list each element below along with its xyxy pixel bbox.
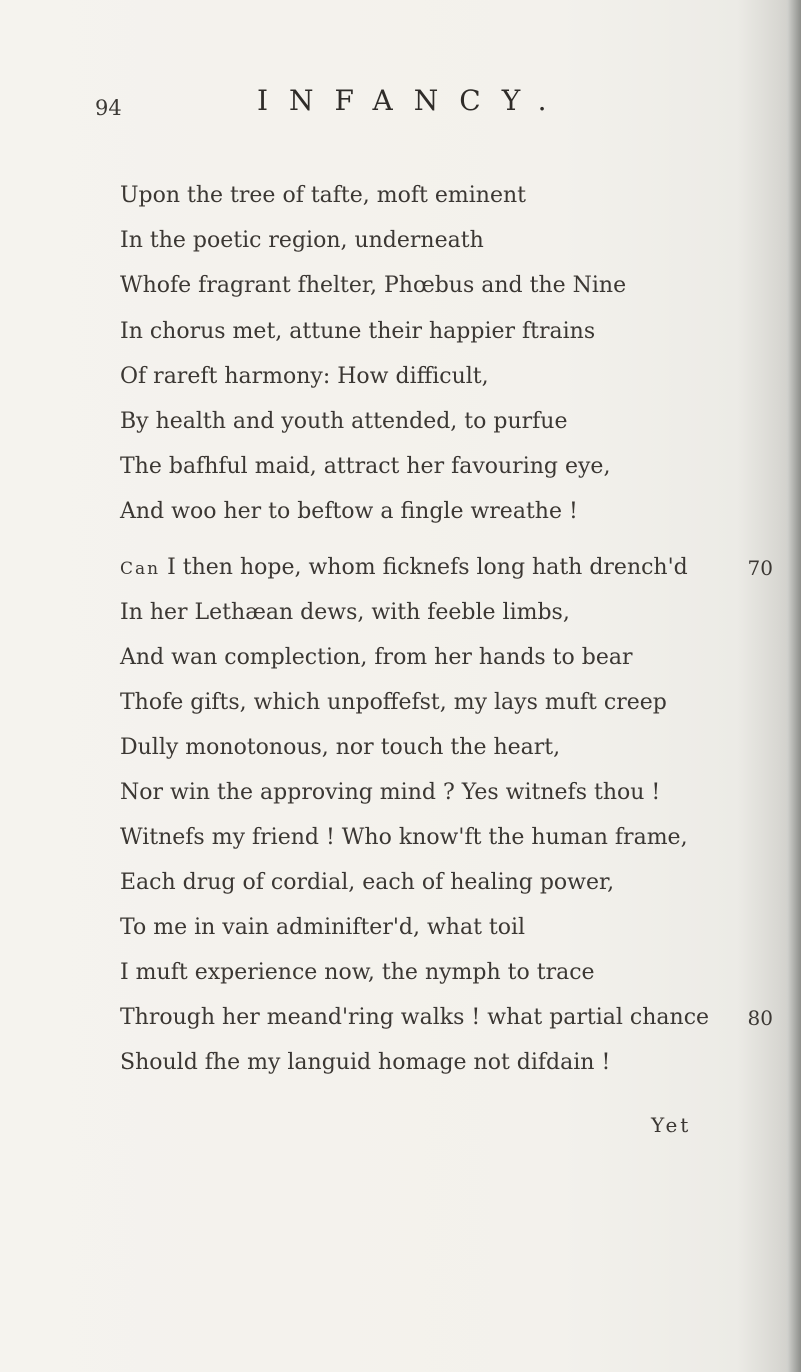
verse-line: Of rareft harmony: How difficult, [120,364,489,389]
verse-line: In the poetic region, underneath [120,228,484,253]
verse-line: I muft experience now, the nymph to trace [120,960,595,985]
verse-line: By health and youth attended, to purfue [120,409,568,434]
verse-line: Thofe gifts, which unpoffefst, my lays muft creep [120,690,667,715]
page-number: 94 [95,96,122,120]
verse-line: In chorus met, attune their happier ftrains [120,319,596,344]
verse-line [120,555,688,580]
verse-line: Witnefs my friend ! Who know'ft the human frame, [120,825,688,850]
verse-line: And woo her to beftow a fingle wreathe ! [120,499,578,524]
verse-line: Dully monotonous, nor touch the heart, [120,735,561,760]
page-edge [787,0,801,1372]
page-header [95,84,655,124]
small-caps-word: Can [120,559,161,579]
verse-line: In her Lethæan dews, with feeble limbs, [120,600,570,625]
verse-line: Should fhe my languid homage not difdain ! [120,1050,611,1075]
verse-line: Through her meand'ring walks ! what partial chance [120,1005,710,1030]
verse-line: Whofe fragrant fhelter, Phœbus and the Nine [120,273,627,298]
line-number: 80 [747,1006,773,1030]
verse-line: And wan complection, from her hands to bear [120,645,633,670]
line-number: 70 [747,556,773,580]
catchword: Yet [651,1113,692,1137]
verse-line: Each drug of cordial, each of healing power, [120,870,615,895]
verse-line-rest: I then hope, whom ficknefs long hath drench'd [160,555,688,580]
running-head: INFANCY. [257,84,568,117]
verse-line: Upon the tree of tafte, moft eminent [120,183,526,208]
verse-line: Nor win the approving mind ? Yes witnefs thou ! [120,780,661,805]
verse-line: To me in vain adminifter'd, what toil [120,915,526,940]
verse-line: The bafhful maid, attract her favouring eye, [120,454,611,479]
